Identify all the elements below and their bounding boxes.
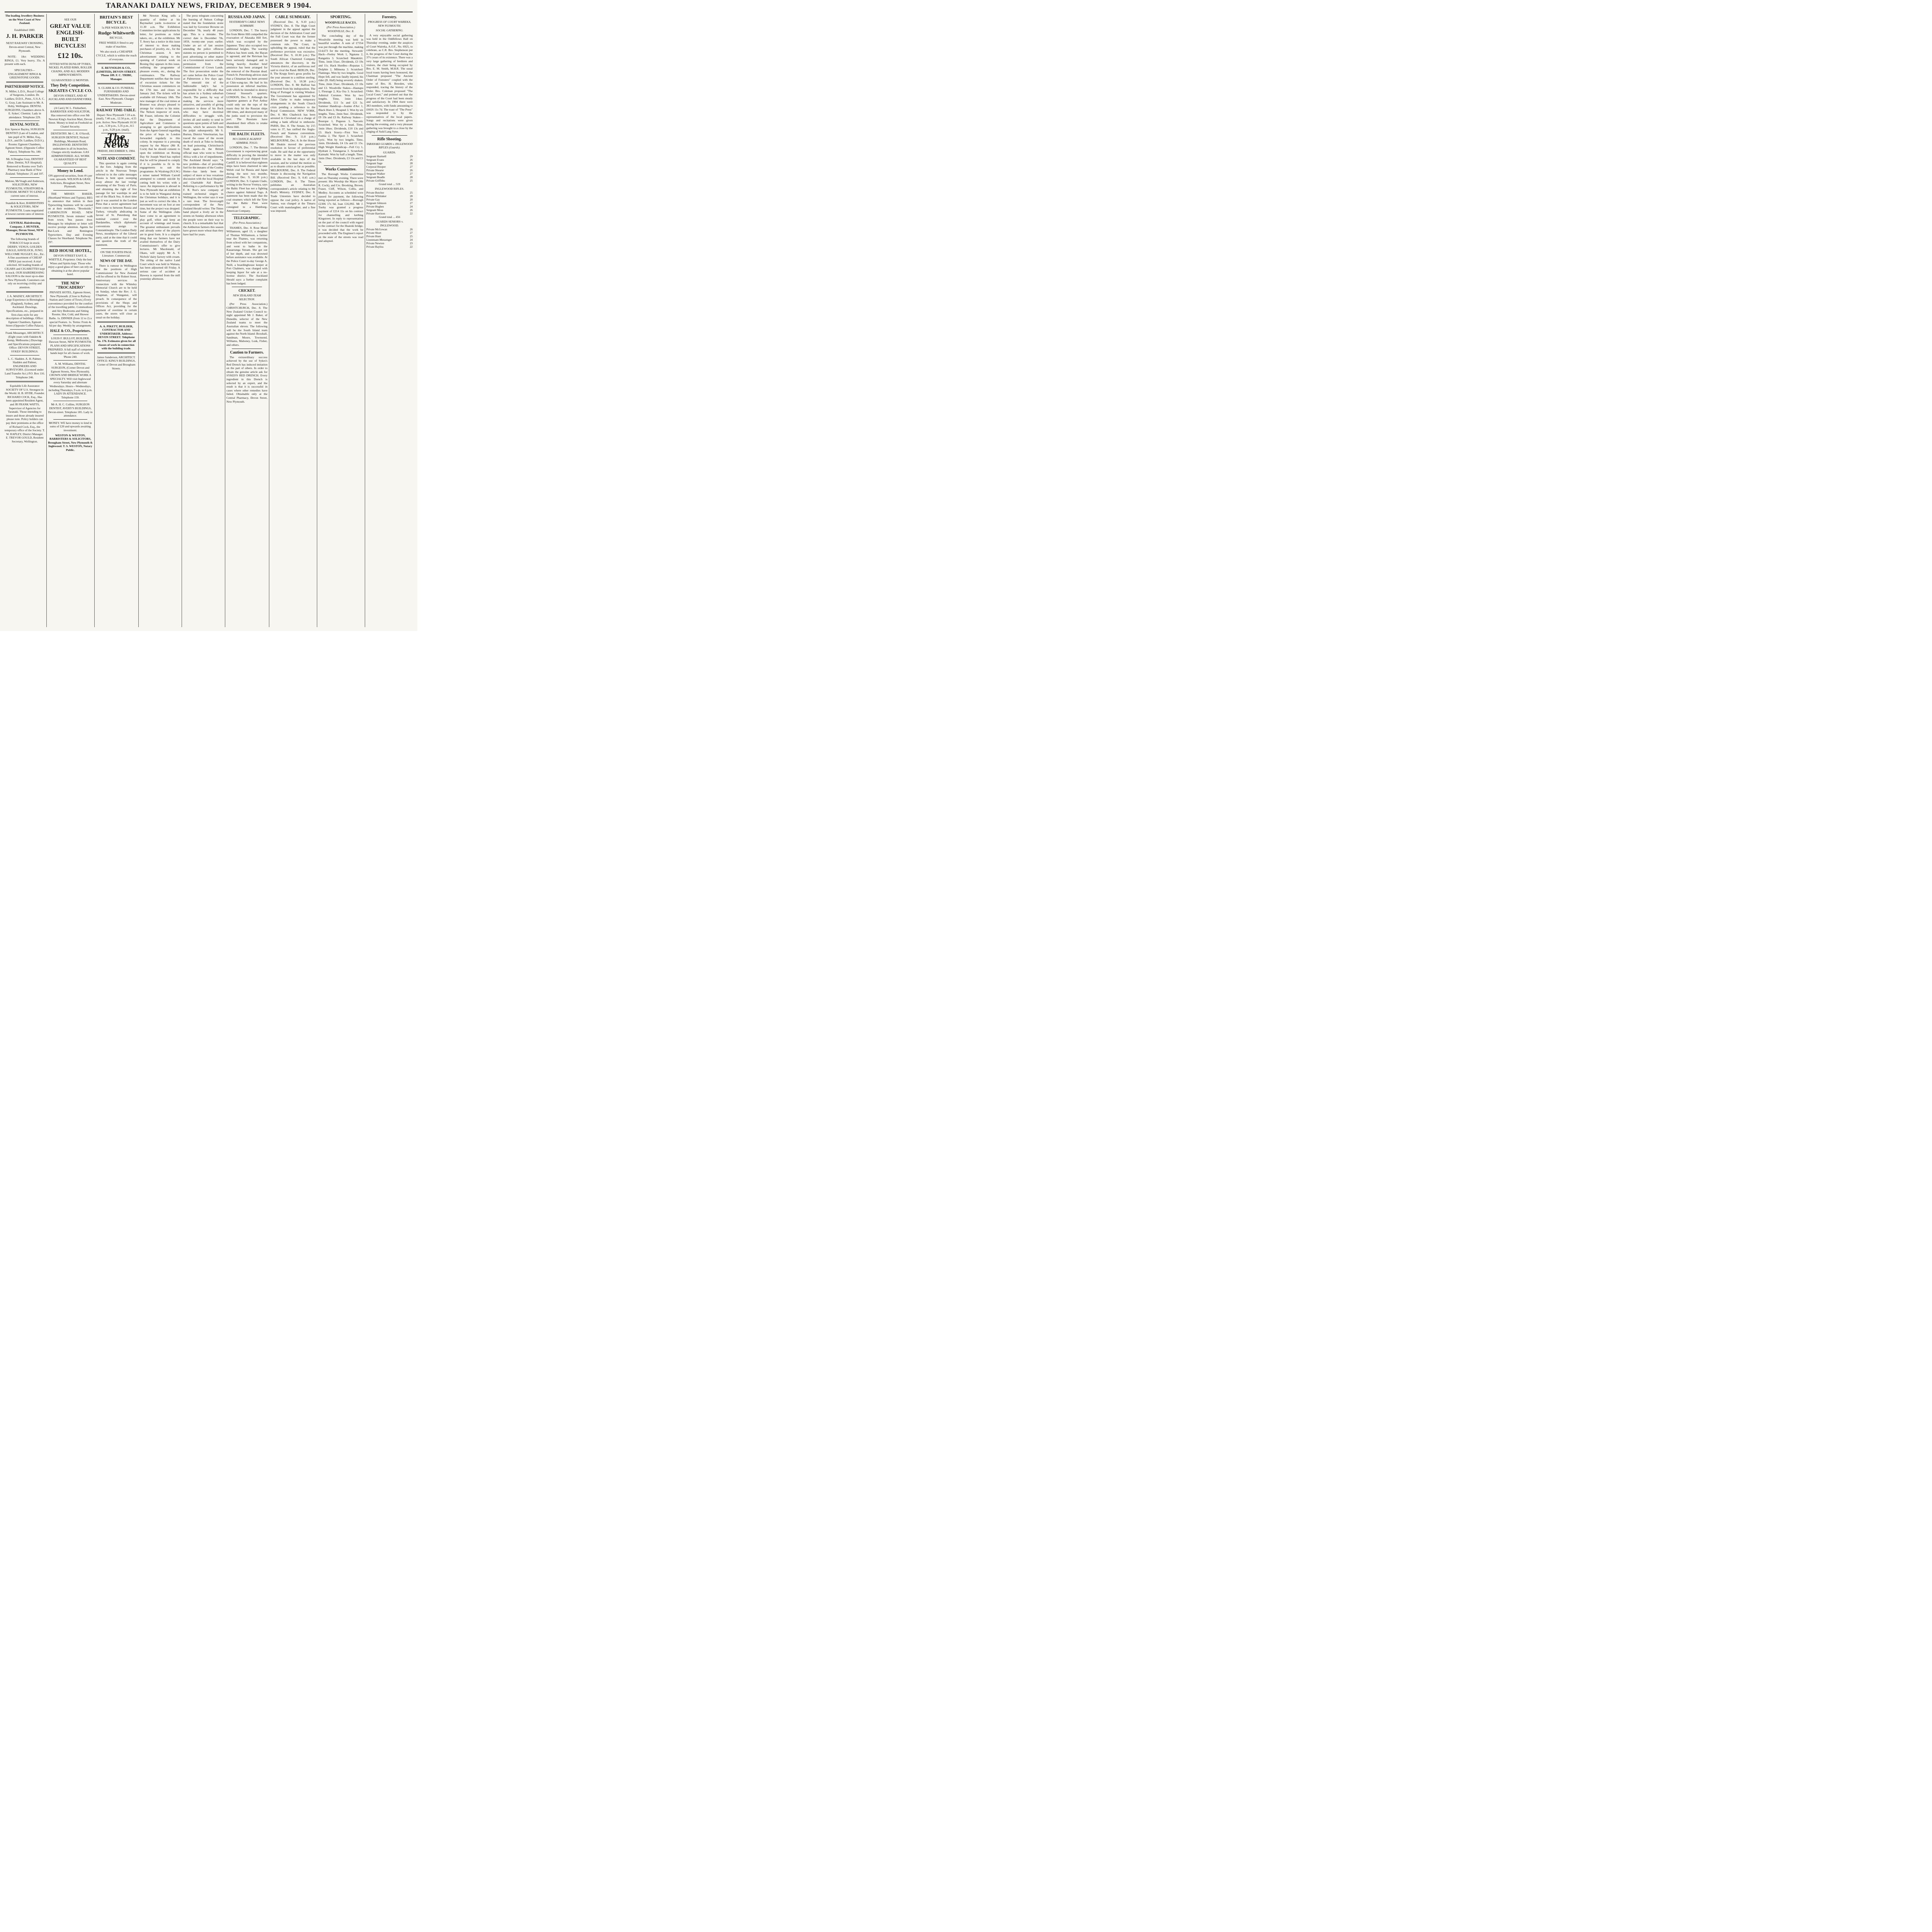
woodville-heading: WOODVILLE RACES. [325,21,357,24]
divider [101,106,131,107]
caution-body: The extraordinary success achieved by the use of Sykes's Red Drench has induced imitation on the part of others. In order to obtain the genuine article ask for SYKES'S RED DRENCH. Every ingredient in this Drench is selected by an expert, and the result is that it is successful in cases where other remedies have failed. Obtainable only at the Central Pharmacy, Devon Street, New Plymouth. [226,355,267,403]
dental-notice-heading: DENTAL NOTICE. [10,122,40,127]
divider [101,248,131,249]
divider [6,82,43,83]
standish-block: Standish & Kerr, BARRISTERS & SOLICITORS, NEW PLYMOUTH. Loans negotiated at lowest current rates of interest. [5,201,44,216]
score-row [366,155,413,158]
column-rule [138,14,139,627]
divider [6,218,43,219]
britain-best: BRITAIN'S BEST BICYCLE. [99,15,133,25]
column-5 [183,14,223,627]
col5-body: The press telegram concerning the burning of Nelson College stated that the foundation stone was laid by Governor Browne on December 7th, nearly 48 years ago. This is a mistake. The correct date is December 7th, 1859, twenty-one years earlier. Under an act of last session amending the police offences statutes no person is permitted to post advertising or other matter on a Government reserve without permission from the Commissioner of Crown Lands. The first prosecution under the act came before the Police Court at Palmerston a few days ago. The emerald tint of the fashionable lady's hat is responsible for a difficulty that has arisen in a Sydney suburban church. The pastor, by way of making the services more attractive, and possibly of giving assistance to those of his flock who may have doctrinal difficulties to struggle with, invites all and sundry to send in questions upon points of faith and morals, which he answers from the pulpit subsequently. Mr S. Burton, District Veterinarian, has traced the cause of the recent death of stock at Toko to feeding on lead poisoning. Christchurch Truth again—In the British official man who went to South Africa with a lot of impediments. The Auckland Herald says: "A new problem—that of providing fuel for the inmates of the Costley Home—has lately been the subject of more or less vexatious discussion with the local Hospital and Charitable Aid Board." Referring to a performance by Mr F. R. Roe's new company of trained orchestral singers in Wellington, the writer says it was a rare treat. The Invercargill correspondent of the New Zealand Herald writes: The Times band played a lively air in the streets on Sunday afternoon when the people were on their way to church. It is a remarkable fact that the Ashburton farmers this season have grown more wheat than they have had for years. [183,14,223,236]
bicycle-guarantee: GUARANTEED 12 MONTHS. [51,78,89,82]
russia-japan-heading: RUSSIA AND JAPAN. [228,15,266,19]
divider [232,130,262,131]
column-4 [140,14,180,627]
see-our: SEE OUR [64,18,77,21]
forestry-sub: PROGRESS OF COURT WAIREKA, NEW PLYMOUTH. [368,20,411,27]
defy-competition: They Defy Competition. [50,83,90,88]
divider [49,246,91,247]
dentists-block: N. Miller, L.D.S., Royal College of Surgeons, London. Dr. Laidlaw, D.D.S., Penn., U.S.A. C. G. Gray, Late Assistant to Mr. A. Hoby, Wellington. DENTAL SURGEONS, Chambers above A. E. Sykes', Chemist. Lady in attendance. Telephone 229. [5,89,45,119]
works-heading: Works Committee. [325,167,357,172]
score-value: 23 [410,241,413,245]
divider [10,155,39,156]
daily-news-logo: The Daily News [104,132,129,150]
col4-body: Mr Newton King sells a quantity of timber at his Baymarket yards to-morrow at 11.30 a.m. The Exhibition Committee invites applications by letter, for positions as ticket takers, etc., at the exhibition. Mr T. Avery has a notice in this issue of interest to those making purchases of jewelry, etc., for the Christmas season. A new advertisement relating to the opening of Carnival week on Boxing Day appears in this issue, outlining the programme of pleasure events, etc., during the continuance. The Railway Department notifies that the issue of excursion tickets for the Christmas season commences on the 17th inst. and closes on January 2nd. The tickets will be available till February 18th. The new manager of the coal mines at Brunner was always pleased to arrange for visitors to his mine. The Nelson inspector of stock, Mr Fraser, informs the Colonist that the Department of Agriculture and Commerce is arranging to get specifications from the Agent-General regarding the price of hops in London forwarded regularly to this colony. In response to a pressing request by the Mayor (Mr R. Cock) that he should consent to open the exhibition on Boxing Day Sir Joseph Ward has replied that he will be pleased to comply if it is possible to fit in his engagements to suit the programme. At Wyalong (N.S.W.) a miner named William Carroll attempted to commit suicide by cutting both his wrists with a razor. An impression is abroad in New Plymouth that an exhibition is to be held in Wanganui during the Christmas holidays, and it is just as well to correct the idea. A movement was set on foot at one time, but the project was dropped. Some of the Wellington clubs have come to an agreement to play golf, whist and keep an account of winnings and losses. The greatest enthusiasm prevails and already some of the players are in great form. It is a singular thing that our farmers have not availed themselves of the Dairy Commissioner's offer to give lectures. Mr Macdonald, of Okato, will supply Mr A. T. Nichols' dairy factory with cream. The sitting of the native Land Court which was held in Waitara, has been adjourned till Friday. A serious case of accident at Hawera is reported from the mill yesterday afternoon. [140,14,180,281]
malone-block: Malone, McVeagh and Anderson, SOLICITORS, NEW PLYMOUTH, STRATFORD & ELTHAM. MONEY TO LEND at current rates of interest. [5,179,45,197]
pikett-block: A. A. PIKETT, BUILDER, CONTRACTOR AND UNDERTAKER. Address: DEVON STREET. Telephone No. 176. Estimates given for all classes of work in connection with the building trade. [97,324,136,350]
freewheels: FREE WHEELS fitted to any make of machine. [99,41,134,48]
bicycle-price: £12 10s. [58,51,83,60]
divider [372,135,407,136]
guards-score-table [366,155,413,182]
score-value: 26 [410,208,413,212]
column-rule [94,14,95,627]
score-name: Private Shearer [366,168,384,172]
parker-specialties: SPECIALTIES—ENGAGEMENT RINGS & GREENSTONE GOODS. [8,68,41,80]
score-row [366,245,413,248]
williams-block: A. M. Williams, DENTAL SURGEON, (Corner Devon and Egmont Streets, New Plymouth). CROWN AND BRIDGE WORK A SPECIALTY. Will visit Inglewood every Saturday and alternate Wednesdays. Hours—Wednesdays, including Thursdays, 9 a.m. to 6 p.m. LADY IN ATTENDANCE. Telephone 159. [48,362,92,399]
news-body: There is rumour in Wellington that the positions of High Commissioner for New Zealand will be offered to Sir Robert Stout. Anniversary services in connection with the Whiteley Memorial Church are to be held on Sunday, when the Rev. J. G. Chapman, of Wanganui, will preach. In consequence of the provisions of the Shops and Offices Act, providing for the payment of overtime in certain cases, the stores will close as usual on the holiday. [96,264,137,319]
score-value: 24 [410,238,413,242]
score-value: 27 [410,165,413,168]
score-row [366,231,413,235]
score-row [366,191,413,194]
score-row [366,158,413,162]
cricket-heading: CRICKET. [238,289,255,293]
score-value: 24 [410,204,413,208]
divider [324,165,358,166]
telegraphic-heading: TELEGRAPHIC. [233,216,260,220]
score-name: Corporal Hooper [366,165,386,168]
redhouse-name: RED HOUSE HOTEL, [49,248,92,253]
score-value: 26 [410,158,413,162]
divider [10,177,39,178]
news-heading: NEWS OF THE DAY. [100,259,133,263]
caution-heading: Caution to Farmers. [230,350,264,355]
score-value: 22 [410,211,413,215]
guards-label: GUARDS. [383,151,396,154]
score-row [366,175,413,179]
score-name: Private Griffiths [366,179,385,182]
score-value: 29 [410,154,413,158]
score-value: 27 [410,172,413,175]
score-row [366,212,413,215]
divider [53,419,87,420]
inglewood-total: Grand total ... 456 [379,215,400,219]
score-value: 25 [410,234,413,238]
score-row [366,168,413,172]
inglewood-score-table [366,191,413,215]
sporting-heading: SPORTING. [330,15,352,19]
established-line: Established 1880. [14,28,35,32]
guards-total: Grand total ... 519 [379,182,400,186]
divider [53,360,87,361]
score-value: 28 [410,161,413,165]
score-row [366,172,413,175]
note-heading: NOTE AND COMMENT. [97,156,136,160]
score-name: Private Short [366,231,381,235]
maisey-block: J. A. MAISEY, ARCHITECT. Large Experience in Birmingham (England), Sydney, and Auckland. Drawings, Specifications, etc., prepared in first-class style for any description of buildings. Office: Egmont Chambers, Egmont Street (Opposite Coffee Palace). [5,294,44,328]
score-row [366,201,413,205]
score-value: 27 [410,201,413,205]
baltic-heading: THE BALTIC FLEETS. [229,132,265,136]
cable-summary-heading: CABLE SUMMARY. [275,15,311,19]
score-value: 25 [410,190,413,194]
score-name: Private Bayliss [366,245,384,248]
rudge-sub: BICYCLE. [109,36,123,39]
score-name: Sergeant Hartnell [366,154,386,158]
score-name: Private Whittaker [366,194,387,198]
weekly-offer: 5s PER WEEK BUYS A [102,26,131,29]
score-name: Private Newton [366,241,384,245]
score-row [366,162,413,165]
score-name: Lieutenant-Messenger [366,238,392,242]
trocadero-name: THE NEW "TROCADERO" [55,281,85,290]
telegraphic-body: THAMES, Dec. 8. Rose Maud Williamson, aged 13, a daughter of Thomas Williamson, a farmer near the Thames, was returning from school with her companions, and went to bathe in the Kauaeranga Stream. She got out of her depth, and was drowned before assistance was available. At the Police Court to-day George A. Neill, a boardinghouse keeper at Port Chalmers, was charged with keeping liquor for sale at a no-license district. The Auckland Herald says: a further complaint has been lodged. [226,226,267,285]
cheaper-cycle: We also stock a CHEAPER CYCLE, which is within the reach of everyone. [96,50,137,61]
weston-block: WESTON & WESTON, BARRISTERS & SOLICITORS, Brougham Street, New Plymouth & Inglewood. T. S. WESTON, Notary Public. [48,433,93,452]
score-value: 28 [410,175,413,179]
score-row [366,228,413,231]
parker-note: NOTE: 18ct WEDDING RINGS, £1. Very heavy, 35s. A present with each. [5,55,45,66]
bicycle-features: FITTED WITH DUNLOP TYRES, NICKEL PLATED RIMS, ROLLER CHAINS, AND ALL MODERN IMPROVEMENTS. [49,62,92,77]
divider [49,278,91,279]
score-value: 25 [410,179,413,182]
score-value: 26 [410,168,413,172]
score-row [366,208,413,212]
fourth-page: ON THE FOURTH PAGE. Literature. Commercial. [100,250,133,258]
rifle-sub: TARANAKI GUARDS v. INGLEWOOD RIFLES (Guards). [366,142,413,150]
score-value: 27 [410,231,413,235]
column-1 [5,14,45,627]
newspaper-page [0,0,417,631]
money-note: MONEY. WE have money to lend in sums of £20 and upwards awaiting investment. [49,421,92,432]
baker-block: THE MISSES BAKER, (Shorthand Writers and Typists). BEG to announce that tuition in their Typewriting business will be carried on at their residence, "Brookside," CARRINGTON ROAD, NEW PLYMOUTH. Seven minutes' walk from town; 'bus passes door. Messages by telephone or letter will receive prompt attention. Agents for Bar-Lock and Remington Typewriters. Day and Evening Classes for Shorthand. Telephone No. 297. [48,192,93,244]
score-value: 26 [410,227,413,231]
score-row [366,194,413,198]
column-2 [48,14,93,627]
seniors-label: GUARDS SENIORS v. INGLEWOOD. [376,220,403,227]
fitzherbert-block: (A Card.) W. L. Fitzherbert, BARRISTER AND SOLICITOR, Has removed into office over Mr Newton King's Auction Mart, Devon Street. Money to lend on Freehold on Chattel Security. [48,106,92,128]
equitable-block: Equitable Life Assurance SOCIETY OF U.S. Strongest in the World. H. B. HYDE, Founder. RICHARD COCK, Esq., Has been appointed Resident Agent, and JR FRANK WATTS, Supervisor of Agencies for Taranaki. Those intending to insure and those already insured please note. Policy holders can pay their premiums at the office of Richard Cock, Esq., the temporary office of the Society. T. W. RAPLEY, District Manager. E. TREVOR GOULD, Resident Secretary, Wellington. [5,384,45,443]
daily-news-date: FRIDAY, DECEMBER 9, 1904. [97,149,136,153]
score-name: Private Hunt [366,234,381,238]
score-row [366,205,413,208]
score-row [366,235,413,238]
column-8 [318,14,363,627]
divider [6,291,43,293]
bullot-block: LOUIS F. BULLOT, BUILDER, Dawson Street, NEW PLYMOUTH. PLANS AND SPECIFICATIONS PREPARED. A full staff of competent hands kept for all classes of work. 'Phone 240. [48,336,93,359]
divider [49,103,91,104]
score-row [366,179,413,182]
central-block: CENTRAL Hairdressing Company. J. HUNTER, Manager, Devon Street, NEW PLYMOUTH. [6,221,44,236]
baltic-body: LONDON, Dec. 7. The British Government is experiencing great difficulty in proving the intended destination of coal shipped from Cardiff. It is believed that eighteen ships have been chartered to take Welsh coal for Russia and Japan during the next two months. (Received Dec. 9, 10.30 p.m.) LONDON, Dec. 9. Captain Clado, writing in the Novoe Vremya, says the Baltic Fleet has not a fighting chance against Admiral Togo. A statement has been made that the coal steamers which left the Tyne for the Baltic Fleet were consigned to a Hamburg-American Company. [226,146,267,213]
score-name: Sergeant Johnson [366,201,386,205]
cricket-body: (Per Press Association.) CHRISTCHURCH, Dec. 8. The New Zealand Cricket Council to-night appointed Mr J. Baker, of Dunedin, selector of the New Zealand teams to meet the Australian eleven. The following will be the South Island team against the North Island: Boxshall, Sandman, Moore, Townsend, Williams, Mahoney, Lusk, Fisher, and others. [226,302,267,347]
woodville-sub: (Per Press Association.) WOODVILLE, Dec. 8. [327,26,355,33]
money-heading: Money to Lend. [57,168,83,173]
divider [97,83,135,84]
skeates-name: SKEATES CYCLE CO. [48,88,92,93]
parker-name: J. H. PARKER [6,33,44,40]
railway-times: Depart: New Plymouth 7.10 a.m. (mail), 7.40 a.m., 12.50 p.m., 4.55 p.m. Arrive: New Plymouth 10.50 a.m., 3.30 p.m., 5.35 p.m., 8.5 p.m., 9.20 p.m. (mail). [96,113,136,131]
score-value: 28 [410,194,413,198]
orroll-block: DENTISTRY. Mr C. R. O'Arroll, SURGEON DENTIST, Nichols' Buildings, Mountain Road, INGLEWOOD. DENTISTRY undertaken in all its branches. Charges strictly moderate. GAS ADMINISTERED. ALL WORK GUARANTEED OF BEST QUALITY. [51,132,90,165]
parker-address: NEXT RAILWAY CROSSING, Devon-street Central, New Plymouth. [6,41,44,53]
railway-heading: RAILWAY TIME-TABLE. [96,108,136,112]
score-name: Sergeant Evans [366,158,384,162]
sanderson-block: James Sanderson, ARCHITECT. OFFICE: KING'S BUILDINGS, Corner of Devon and Brougham Streets. [97,355,136,370]
column-3 [96,14,137,627]
partnership-heading: PARTNERSHIP NOTICE. [5,84,45,88]
rudge-name: Rudge-Whitworth [98,30,134,36]
cable-summary-body: (Received Dec. 8, 9.10 p.m.) SYDNEY, Dec. 8. The High Court judgment in the appeal against the decision of the Arbitration Court and the Full Court was that the former possessed the power to make a common rule. The Court, in upholding the appeal, ruled that the preference provision was excessive. (Received Dec. 9, 10.30 p.m.) The South African Chartered Company announces the discovery, in the Victoria district, of an auriferous reef said to rival the Rand. BERLIN, Dec. 8. The Krupp firm's gross profits for the year amount to a million sterling. (Received Dec. 9, 10.38 p.m.) LONDON, Dec. 8. Mr Balfour has recovered from his indisposition. The King of Portugal is visiting Windsor. The Government has appointed Sir Allen Clarke to make temporary arrangements in the South Church crisis pending a reference to the Royal Commission. NEW YORK, Dec. 8. Mrs Chadwick has been arrested in Cleveland on a charge of aiding a bank official to embezzle. PARIS, Dec. 8. The Senate, by 215 votes to 37, has ratified the Anglo-French and Siamese conventions. (Received Dec. 9, 11.8 p.m.) MELBOURNE, Dec. 8. In the House Mr Deakin moved the previous resolution in favour of preferential trade. He said that at the opportunity to move in the matter was only available in the last days of the session, and he wished the motion so as to disarm critics as far as possible. MELBOURNE, Dec. 8. The Federal Senate is discussing the Navigation Bill. (Received Dec. 9, 0.45 a.m.) LONDON, Dec. 8. The Times publishes an Australian correspondent's article relating to Mr Reid's Ministry. SYDNEY, Dec. 8. Trade Unionists have decided to oppose the coal policy. A native of Samoa, was charged at the Timaru Court with manslaughter, and a fine was imposed. [270,20,315,213]
money-body: ON approved securities, from 4½ per cent. upwards. WILSON & GRAY, Solicitors, Brougham Street, New Plymouth. [48,173,92,189]
score-name: Sergeant Walker [366,172,385,175]
score-name: Private Hughes [366,204,384,208]
great-value-heading: GREAT VALUE ENGLISH-BUILT BICYCLES! [49,23,91,49]
gray-block: Mr. A Douglas Gray, DENTIST (Hon. Dentist, N.P. Hospital). Removed to Rooms over Tod's Pharmacy near Bank of New Zealand. Telephone: 25 and 107. [5,157,44,175]
divider [97,321,135,323]
score-name: Sergeant Moss [366,208,383,212]
bayley-block: Eric Spencer Bayley, SURGEON DENTIST (Late of London, and late pupil of N. Miller, Esq., L.D.S., and Dr. Laidlaw, D.D.S.). Rooms: Egmont Chambers, Egmont Street. (Opposite Coffee Palace). Telephone No. 180. [5,128,44,154]
tobacco-block: The following brands of TOBACCO kept in stock: DERBY, VENUS, GOLDEN EAGLE, HAVELOCK, JUNO, WELCOME NUGGET, Etc., Etc. A fine assortment of CHEAP PIPES just received. A trial solicited. All leading brands of CIGARS and CIGARETTES kept in stock. OUR HAIRDRESSING SALOON is the most up-to-date in New Plymouth. Customers can rely on receiving civility and attention. [5,237,45,289]
seniors-score-table [366,228,413,248]
clark-block: S. CLARK & CO. FUNERAL FURNISHERS AND UNDERTAKERS. Devon-street East. New Plymouth. Charges Moderate. [97,86,135,104]
inglewood-label: INGLEWOOD RIFLES. [375,187,404,191]
sladden-block: L. C. Sladden. A. H. Palmer. Sladden and Palmer, ENGINEERS AND SURVEYORS. (Licensed under Land Transfer Act.) P.O. Box 116. Telephone 246. [5,357,45,379]
forestry-body: A very enjoyable social gathering was held in the Oddfellows Hall on Thursday evening, under the auspices of Court Waireka, A.O.F., No. 6925, to celebrate, as C.R. Bro. Stephenson put it, the progress of the Court during the 37½ years of its existence. There was a very large gathering of brethren and visitors, the chair being occupied by Bro. E. M. Smith, M.H.R. The usual loyal toasts having been honoured, the Chairman proposed "The Ancient Order of Foresters" coupled with the name of Bro. H. Bowden, who responded, tracing the history of the Order. Bro. Coleman proposed "The Local Court," and pointed out that the progress of the Court had been steady and satisfactory. In 1904 there were 383 members, with funds amounting to £6026 11s 7d. The toast of "The Press" was responded to by the representatives of the local papers. Songs and recitations were given during the evening, and a very pleasant gathering was brought to a close by the singing of Auld Lang Syne. [366,33,413,134]
forestry-social: SOCIAL GATHERING. [376,29,403,32]
column-9 [366,14,413,627]
cricket-sub: NEW ZEALAND TEAM SELECTION. [233,294,261,301]
column-rule [46,14,47,627]
baltic-sub: NO CHANCE AGAINST ADMIRAL TOGO. [232,137,262,145]
divider [97,352,135,354]
column-6 [226,14,267,627]
score-name: Sergeant Sage [366,161,383,165]
forestry-heading: Forestry. [382,15,397,19]
divider [10,199,39,200]
divider [97,63,135,64]
note-body: This question is again coming to the fore. Judging from the article in the Nouveau Temps referred to in the cable messages Russia is bent upon sweeping away almost the last vestige remaining of the Treaty of Paris, and obtaining the right of free passage for her warships in and out of the Black Sea. A short time ago it was asserted in the London Press that a secret agreement had been come to between Russia and Turkey, virtually abdicating in favour of St. Petersburg that nominal control over the Dardanelles, which diplomatic conventions assign to Constantinople. The London Daily News, mouthpiece of the Liberal party, said at the time that it could not question the truth of the statement. [96,161,137,247]
works-body: The Borough Works Committee met on Thursday evening. There were present: His Worship the Mayor (Mr R. Cock), and Crs. Brooking, Brown, Fraser, Cliff, Wilson, Collis, and Medley. Accounts as scheduled were passed for payment, the following being reported as follows:—Borough £2306 17s 6d, loan £16,992. Mr J. Tuohy was granted a progress payment of £214 11s on his contract for channelling and kerbing Kingstreet. In reply to representation on the part of the council with regard to the contract for the Huatoki bridge, it was decided that the work be proceeded with. The Engineer's report on the state of the streets was read and adopted. [318,172,363,243]
score-row [366,242,413,245]
score-value: 20 [410,197,413,201]
column-7 [270,14,315,627]
summary-body: LONDON, Dec. 7. The heavy fire from Metre Hill compelled the evacuation of Akasaka Hill fort, which was occupied by the Japanese. They also occupied two additional heights. The warship Poltava has been sunk, the Bayan is aground, and the Retvisan has been seriously damaged and is listing heavily. Another brief armistice has been arranged for the removal of the Russian dead. French St. Petersburg advices state that a Chinaman has been arrested at Chin-wang-tao. He had in his possession an infernal machine, with which he intended to destroy General Stoessel's quarters. LONDON, Dec. 9. Although the Japanese gunners at Port Arthur could only see the tops of the masts they hit the Russian ships 180 times, and destroyed many of the junks used to provision the port. The Russians have abandoned their efforts to retake Metre Hill. [226,29,267,129]
score-name: Private Harrison [366,211,385,215]
hale-proprietors: HALE & CO., Proprietors. [50,328,91,333]
score-row [366,198,413,201]
summary-heading: YESTERDAY'S CABLE NEWS SUMMARY. [229,20,265,27]
jeweller-intro: The leading Jewellery Business on the West Coast of New Zealand. [5,14,44,25]
masthead-title: TARANAKI DAILY NEWS, FRIDAY, DECEMBER 9 1904. [105,2,312,10]
collins-block: Mr A. H. C. Collins, SURGEON DENTIST, AVERY'S BUILDINGS, Devon-street. Telephone 185. Lady in attendance. [48,403,93,418]
rifle-heading: Rifle Shooting. [377,137,402,141]
score-row [366,238,413,242]
score-name: Sergeant Beadle [366,175,385,179]
skeates-address: DEVON STREET, AND AT AUCKLAND AND DANNEVIRKE. [48,94,93,101]
trocadero-body: PRIVATE HOTEL, Egmont-Street, New Plymouth. (Close to Railway Station and Centre of Town.) Every convenience provided for the comfort of the travelling public. Commodious and Airy Bedrooms and Sitting Rooms. Hot, Cold, and Shower Baths. 1s. DINNER (from 12 to 2) a special Feature. 1s. Terms: From 4s 6d per day. Weekly by arrangement. [48,290,93,328]
divider [10,329,39,330]
score-name: Private McGowan [366,227,387,231]
score-row [366,165,413,168]
woodville-body: The concluding day of the Woodville meeting was held in beautiful weather. A sum of £7354 was put through the machine, making £14,673 for the meeting. Stewards' Hack—Feeley Work 1, Ngatana 2, Rangatira 3. Scratched: Matakitiri. Time, 1min 55sec. Dividends, £3 19s and 11s. Hack Hurdles—Ropatau 1, Dolphin 2, Mibnona 3. Scratched: Flamingo. Won by two lengths. Good Hope fell, and was fatally injured, his rider (D. Hall) being severely shaken. Time, 2min 35sec. Dividends, £3 10s and £3. Woodville Stakes—Hautapu 1, Fleurage 2, Kia Ora 3. Scratched: Admiral Coronoe. Won by two lengths. Time, 1min 14sec. Dividends, £11 5s and £21 5s. Summer Handicap—Joanne d'Arc 1, Black Hore 2, Shrapnel 3. Won by six lengths. Time, 2min 9sec. Dividends, £9 19s and £3 8s. Railway Stakes—Bourque 1, Pegasus 3, Narcotic Scratched. Won by a head. Time, 1min 18sec. Dividends, £10 13s and £3. Hack Scurry—First Vew 1, Fushia 2, The Sport 3. Scratched: Lyric. Won by two lengths. Time, 1min. Dividends, £4 13s and £1 15s. High Weight Handicap—Full Cry 1, Hydrant 2, Tutangarua 3. Scratched: Kaimahi. Won by half a length. Time, 1min 19sec. Dividends, £3 13s and £1 6s. [318,34,363,164]
messenger-block: Frank Messenger, ARCHITECT. (Eight years with Oakden & Kemp, Melbourne.) Drawings and Specifications prepared. Office: DEVON STREET, SYKES' BUILDINGS. [5,331,44,353]
score-name: Private Butcher [366,190,384,194]
telegraphic-sub: (Per Press Association.) [233,221,261,225]
divider [6,381,43,382]
score-value: 22 [410,245,413,248]
score-name: Private Gay [366,197,380,201]
reynolds-block: E. REYNOLDS & CO., (LIMITED), DEVON STREET. 'Phone 109. F. C. TRIBE, Manager. [96,66,136,81]
redhouse-body: DEVON STREET EAST. E. WHITTLE, Proprietor. Only the best Wines and Spirits kept. Those who enjoy a good glass of beer can rely on obtaining it at the above popular hotel. [48,254,93,276]
